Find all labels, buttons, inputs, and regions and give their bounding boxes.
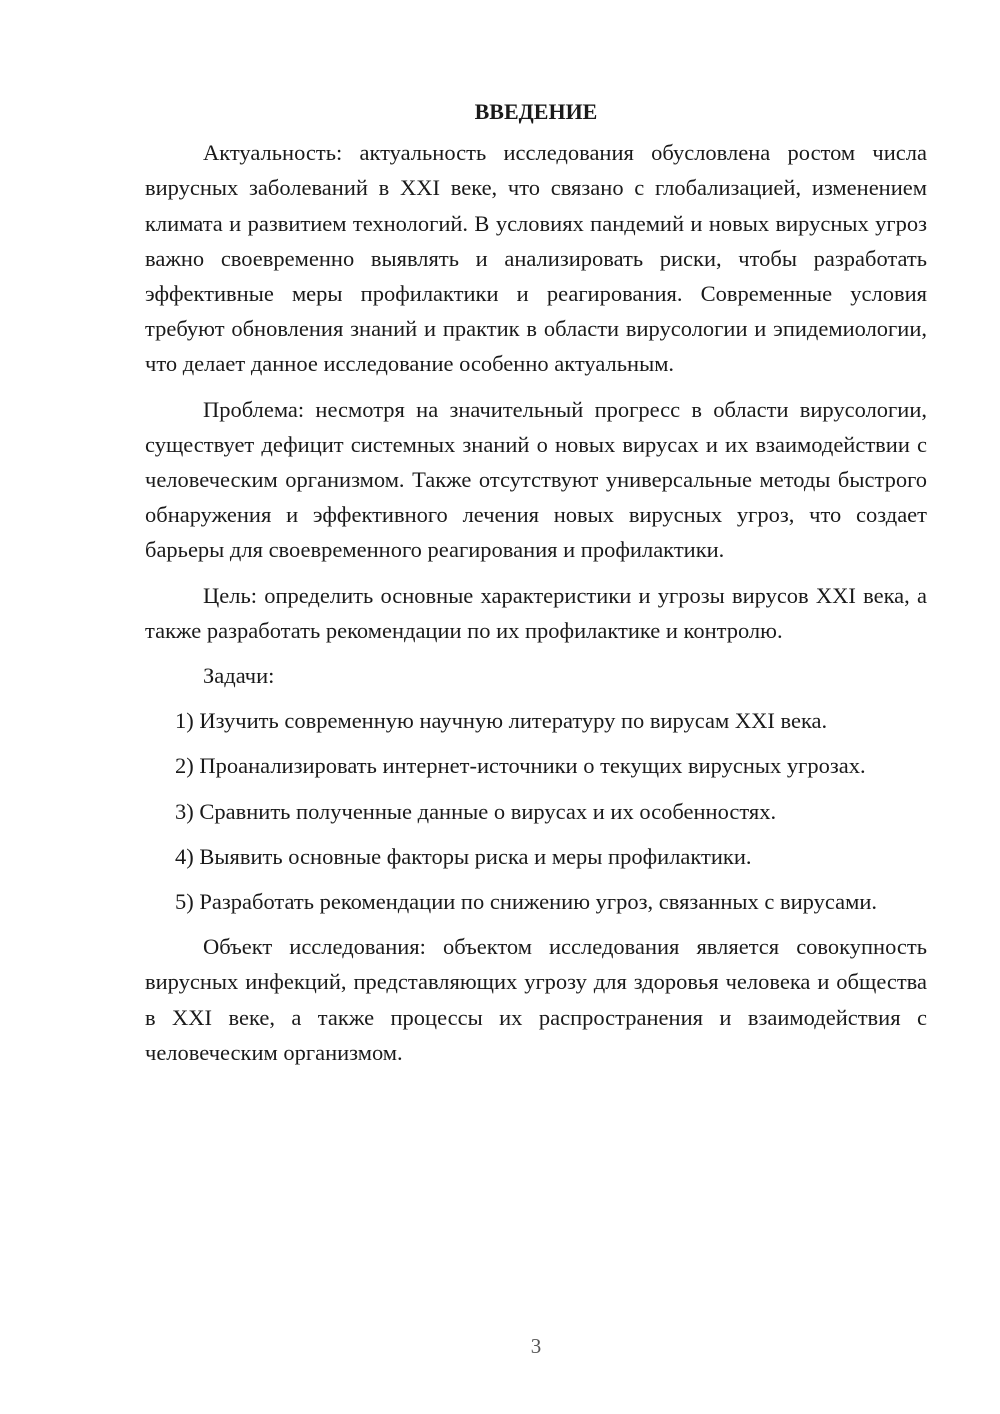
task-item: 1) Изучить современную научную литературу по вирусам XXI века. [175, 708, 828, 734]
paragraph-goal: Цель: определить основные характеристики и угрозы вирусов XXI века, а также разработать рекомендации по их профилактике и контролю. [145, 582, 927, 643]
tasks-list [145, 703, 927, 919]
paragraph-problem: Проблема: несмотря на значительный прогресс в области вирусологии, существует дефицит системных знаний о новых вирусах и их взаимодействии с человеческим организмом. Также отсутствуют универсальные методы быстрого обнаружения и эффективного лечения новых вирусных угроз, что создает барьеры для своевременного реагирования и профилактики. [145, 396, 927, 563]
task-item: 3) Сравнить полученные данные о вирусах и их особенностях. [175, 798, 777, 824]
page-number: 3 [530, 1334, 542, 1358]
task-item: 5) Разработать рекомендации по снижению угроз, связанных с вирусами. [175, 889, 878, 915]
paragraph-relevance: Актуальность: актуальность исследования обусловлена ростом числа вирусных заболеваний в XXI веке, что связано с глобализацией, изменением климата и развитием технологий. В условиях пандемий и новых вирусных угроз важно своевременно выявлять и анализировать риски, чтобы разработать эффективные меры профилактики и реагирования. Современные условия требуют обновления знаний и практик в области вирусологии и эпидемиологии, что делает данное исследование особенно актуальным. [145, 140, 927, 377]
page-title: ВВЕДЕНИЕ [474, 99, 598, 124]
task-item: 2) Проанализировать интернет-источники о текущих вирусных угрозах. [175, 753, 866, 779]
task-item: 4) Выявить основные факторы риска и меры профилактики. [175, 843, 752, 869]
paragraph-object: Объект исследования: объектом исследования является совокупность вирусных инфекций, представляющих угрозу для здоровья человека и общества в XXI веке, а также процессы их распространения и взаимодействия с человеческим организмом. [145, 934, 927, 1065]
tasks-heading: Задачи: [203, 663, 275, 689]
document-page [145, 94, 927, 1080]
